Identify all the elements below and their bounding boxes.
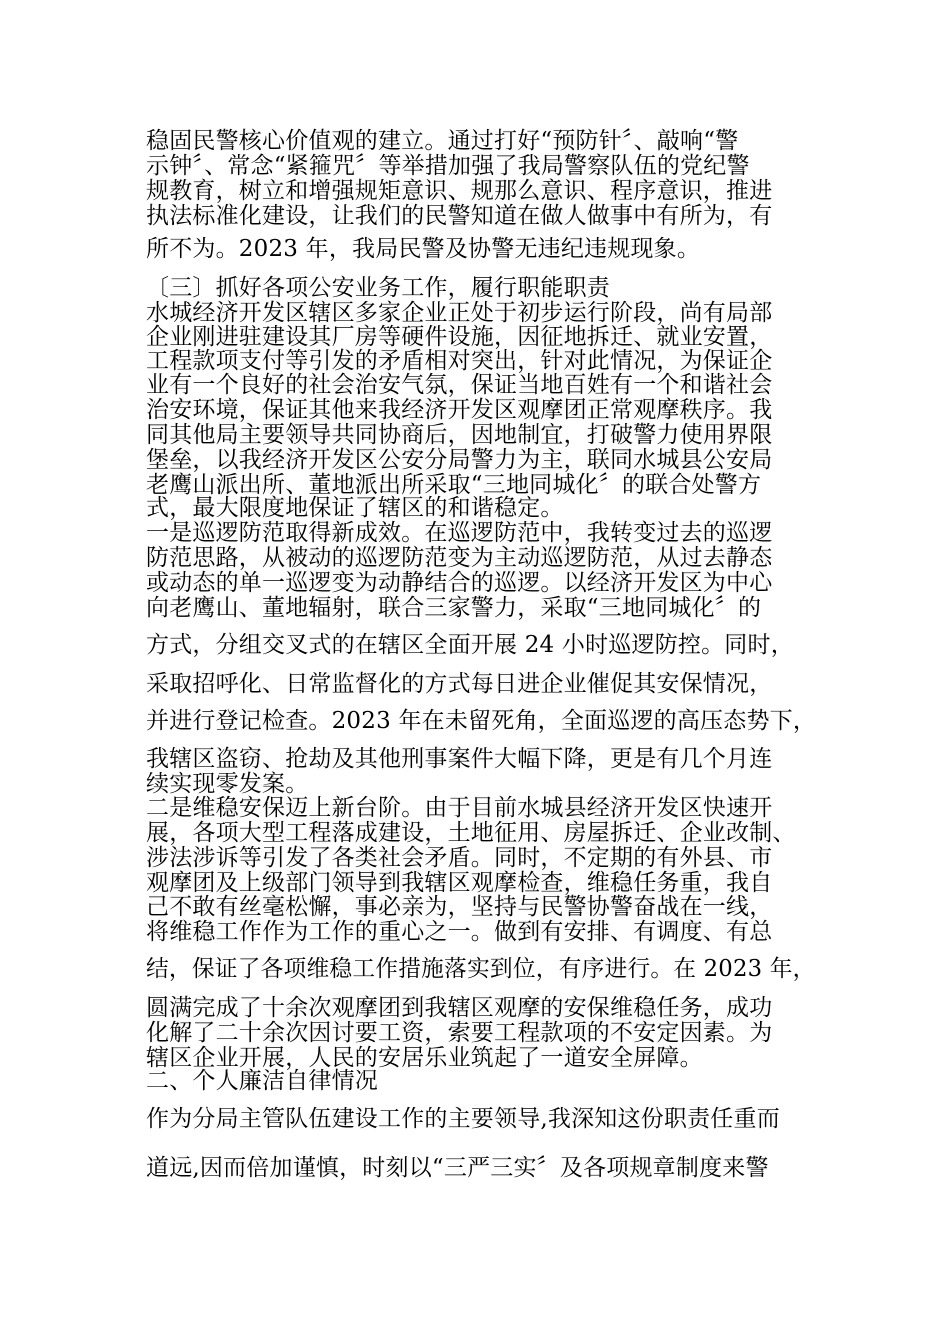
text-line: 工程款项支付等引发的矛盾相对突出，针对此情况，为保证企 xyxy=(146,348,773,374)
text-line: 方式，分组交叉式的在辖区全面开展 24 小时巡逻防控。同时， xyxy=(146,632,794,658)
text-line: 向老鹰山、董地辐射，联合三家警力，采取“三地同城化〞的 xyxy=(146,595,762,621)
text-line: 并进行登记检查。2023 年在未留死角，全面巡逻的高压态势下， xyxy=(146,708,817,734)
text-line: 或动态的单一巡逻变为动静结合的巡逻。以经济开发区为中心 xyxy=(146,570,773,596)
text-line: 采取招呼化、日常监督化的方式每日进企业催促其安保情况， xyxy=(146,671,773,697)
text-line: 同其他局主要领导共同协商后，因地制宜，打破警力使用界限 xyxy=(146,422,773,448)
text-line: 续实现零发案。 xyxy=(146,771,309,797)
text-line: 规教育，树立和增强规矩意识、规那么意识、程序意识，推进 xyxy=(146,178,773,204)
text-line: 老鹰山派出所、董地派出所采取“三地同城化〞的联合处警方 xyxy=(146,472,762,498)
text-line: 辖区企业开展，人民的安居乐业筑起了一道安全屏障。 xyxy=(146,1045,703,1071)
section-heading: 二、个人廉洁自律情况 xyxy=(146,1068,378,1094)
text-line: 一是巡逻防范取得新成效。在巡逻防范中，我转变过去的巡逻 xyxy=(146,520,773,546)
text-line: 水城经济开发区辖区多家企业正处于初步运行阶段，尚有局部 xyxy=(146,300,773,326)
text-line: 我辖区盗窃、抢劫及其他刑事案件大幅下降，更是有几个月连 xyxy=(146,746,773,772)
text-line: 堡垒，以我经济开发区公安分局警力为主，联同水城县公安局 xyxy=(146,447,773,473)
text-line: 执法标准化建设，让我们的民警知道在做人做事中有所为，有 xyxy=(146,203,773,229)
text-line: 业有一个良好的社会治安气氛，保证当地百姓有一个和谐社会 xyxy=(146,372,773,398)
text-line: 涉法涉诉等引发了各类社会矛盾。同时，不定期的有外县、市 xyxy=(146,845,773,871)
section-heading: 〔三〕抓好各项公安业务工作，履行职能职责 xyxy=(146,275,610,301)
text-line: 所不为。2023 年，我局民警及协警无违纪违规现象。 xyxy=(146,236,701,262)
text-line: 结，保证了各项维稳工作措施落实到位，有序进行。在 2023 年， xyxy=(146,956,816,982)
text-line: 圆满完成了十余次观摩团到我辖区观摩的安保维稳任务，成功 xyxy=(146,995,773,1021)
text-line: 二是维稳安保迈上新台阶。由于目前水城县经济开发区快速开 xyxy=(146,795,773,821)
text-line: 展，各项大型工程落成建设，土地征用、房屋拆迁、企业改制、 xyxy=(146,820,796,846)
text-line: 观摩团及上级部门领导到我辖区观摩检查，维稳任务重，我自 xyxy=(146,870,773,896)
text-line: 将维稳工作作为工作的重心之一。做到有安排、有调度、有总 xyxy=(146,919,773,945)
text-line: 防范思路，从被动的巡逻防范变为主动巡逻防范，从过去静态 xyxy=(146,545,773,571)
text-line: 道远,因而倍加谨慎，时刻以“三严三实〞及各项规章制度来警 xyxy=(146,1155,769,1181)
text-line: 作为分局主管队伍建设工作的主要领导,我深知这份职责任重而 xyxy=(146,1106,780,1132)
text-line: 式，最大限度地保证了辖区的和谐稳定。 xyxy=(146,495,564,521)
text-line: 治安环境，保证其他来我经济开发区观摩团正常观摩秩序。我 xyxy=(146,397,773,423)
text-line: 稳固民警核心价值观的建立。通过打好“预防针〞、敲响“警 xyxy=(146,128,739,154)
text-line: 示钟〞、常念“紧箍咒〞等举措加强了我局警察队伍的党纪警 xyxy=(146,153,750,179)
text-line: 企业刚进驻建设其厂房等硬件设施，因征地拆迁、就业安置， xyxy=(146,324,773,350)
text-line: 化解了二十余次因讨要工资，索要工程款项的不安定因素。为 xyxy=(146,1020,773,1046)
text-line: 己不敢有丝毫松懈，事必亲为，坚持与民警协警奋战在一线， xyxy=(146,894,773,920)
